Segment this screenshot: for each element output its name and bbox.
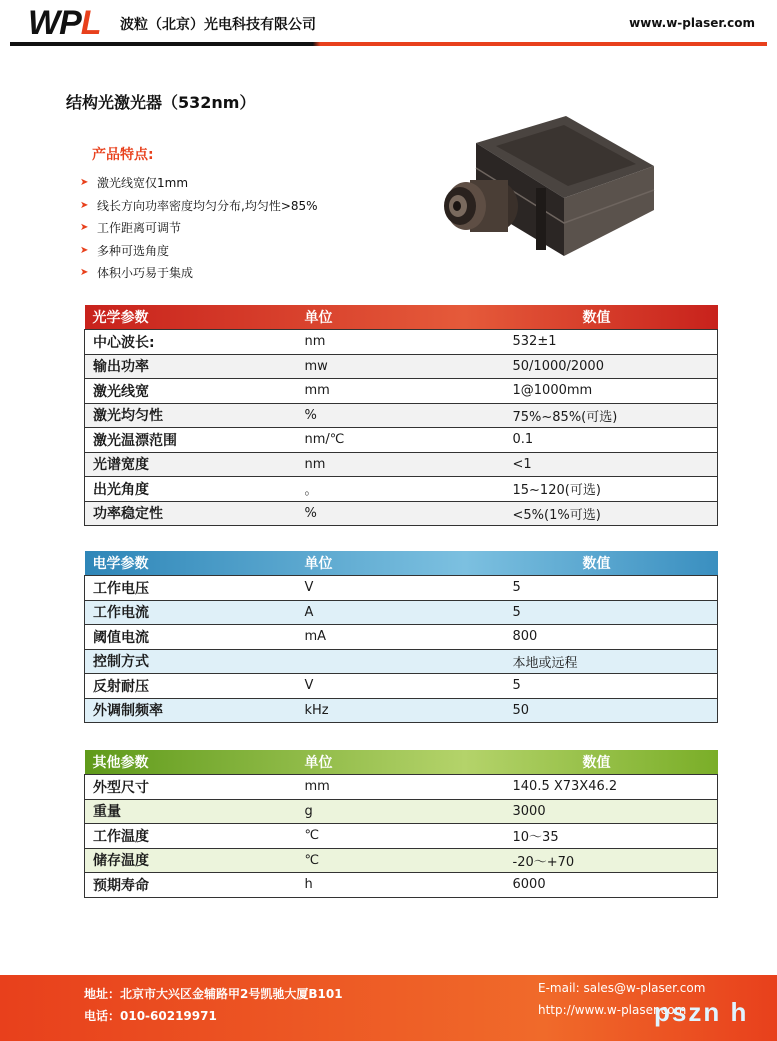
arrow-icon: ➤ — [80, 199, 89, 211]
table-row: 储存温度 ℃ -20～+70 — [85, 848, 718, 873]
footer-phone: 电话：010-60219971 — [84, 1009, 217, 1023]
table-header-row: 其他参数 单位 数值 — [85, 750, 718, 775]
table-row: 功率稳定性 % <5%(1%可选) — [85, 501, 718, 526]
table-row: 工作电压 V 5 — [85, 576, 718, 601]
arrow-icon: ➤ — [80, 177, 89, 188]
table-row: 外型尺寸 mm 140.5 X73X46.2 — [85, 775, 718, 800]
features-list — [80, 172, 318, 285]
table-row: 阈值电流 mA 800 — [85, 625, 718, 650]
table-row: 出光角度 。 15~120(可选) — [85, 477, 718, 502]
feature-item: ➤ 体积小巧易于集成 — [80, 262, 318, 285]
arrow-icon: ➤ — [80, 267, 89, 278]
feature-item: ➤ 多种可选角度 — [80, 240, 318, 263]
table-header-row: 电学参数 单位 数值 — [85, 551, 718, 576]
arrow-icon: ➤ — [80, 244, 89, 256]
header-divider — [10, 42, 767, 46]
product-title: 结构光激光器（532nm） — [66, 93, 256, 112]
feature-item: ➤ 激光线宽仅1mm — [80, 172, 318, 195]
table-row: 外调制频率 kHz 50 — [85, 698, 718, 723]
table-row: 工作温度 ℃ 10～35 — [85, 824, 718, 849]
header-website[interactable]: www.w-plaser.com — [629, 16, 755, 30]
footer-website[interactable]: http://www.w-plaser.com — [538, 1003, 687, 1017]
footer-email[interactable]: E-mail: sales@w-plaser.com — [538, 981, 706, 995]
optical-params-table — [84, 305, 718, 526]
laser-module-image — [436, 98, 666, 268]
page-footer — [0, 975, 777, 1041]
company-logo: WPL — [28, 4, 101, 42]
table-row: 反射耐压 V 5 — [85, 674, 718, 699]
table-row: 光谱宽度 nm <1 — [85, 452, 718, 477]
company-name: 波粒（北京）光电科技有限公司 — [120, 17, 316, 33]
table-row: 激光温漂范围 nm/℃ 0.1 — [85, 428, 718, 453]
arrow-icon: ➤ — [80, 222, 89, 233]
footer-address: 地址：北京市大兴区金辅路甲2号凯驰大厦B101 — [84, 987, 343, 1001]
electrical-params-table — [84, 551, 718, 723]
table-row: 预期寿命 h 6000 — [85, 873, 718, 898]
feature-item: ➤ 工作距离可调节 — [80, 217, 318, 240]
table-row: 重量 g 3000 — [85, 799, 718, 824]
other-params-table — [84, 750, 718, 898]
table-header-row: 光学参数 单位 数值 — [85, 305, 718, 330]
features-heading: 产品特点: — [92, 147, 154, 163]
table-row: 激光线宽 mm 1@1000mm — [85, 379, 718, 404]
watermark: pszn h — [654, 997, 749, 1027]
table-row: 激光均匀性 % 75%~85%(可选) — [85, 403, 718, 428]
table-row: 控制方式 本地或远程 — [85, 649, 718, 674]
table-row: 工作电流 A 5 — [85, 600, 718, 625]
table-row: 输出功率 mw 50/1000/2000 — [85, 354, 718, 379]
page-header — [0, 0, 777, 48]
feature-item: ➤ 线长方向功率密度均匀分布,均匀性>85% — [80, 195, 318, 218]
table-row: 中心波长: nm 532±1 — [85, 330, 718, 355]
